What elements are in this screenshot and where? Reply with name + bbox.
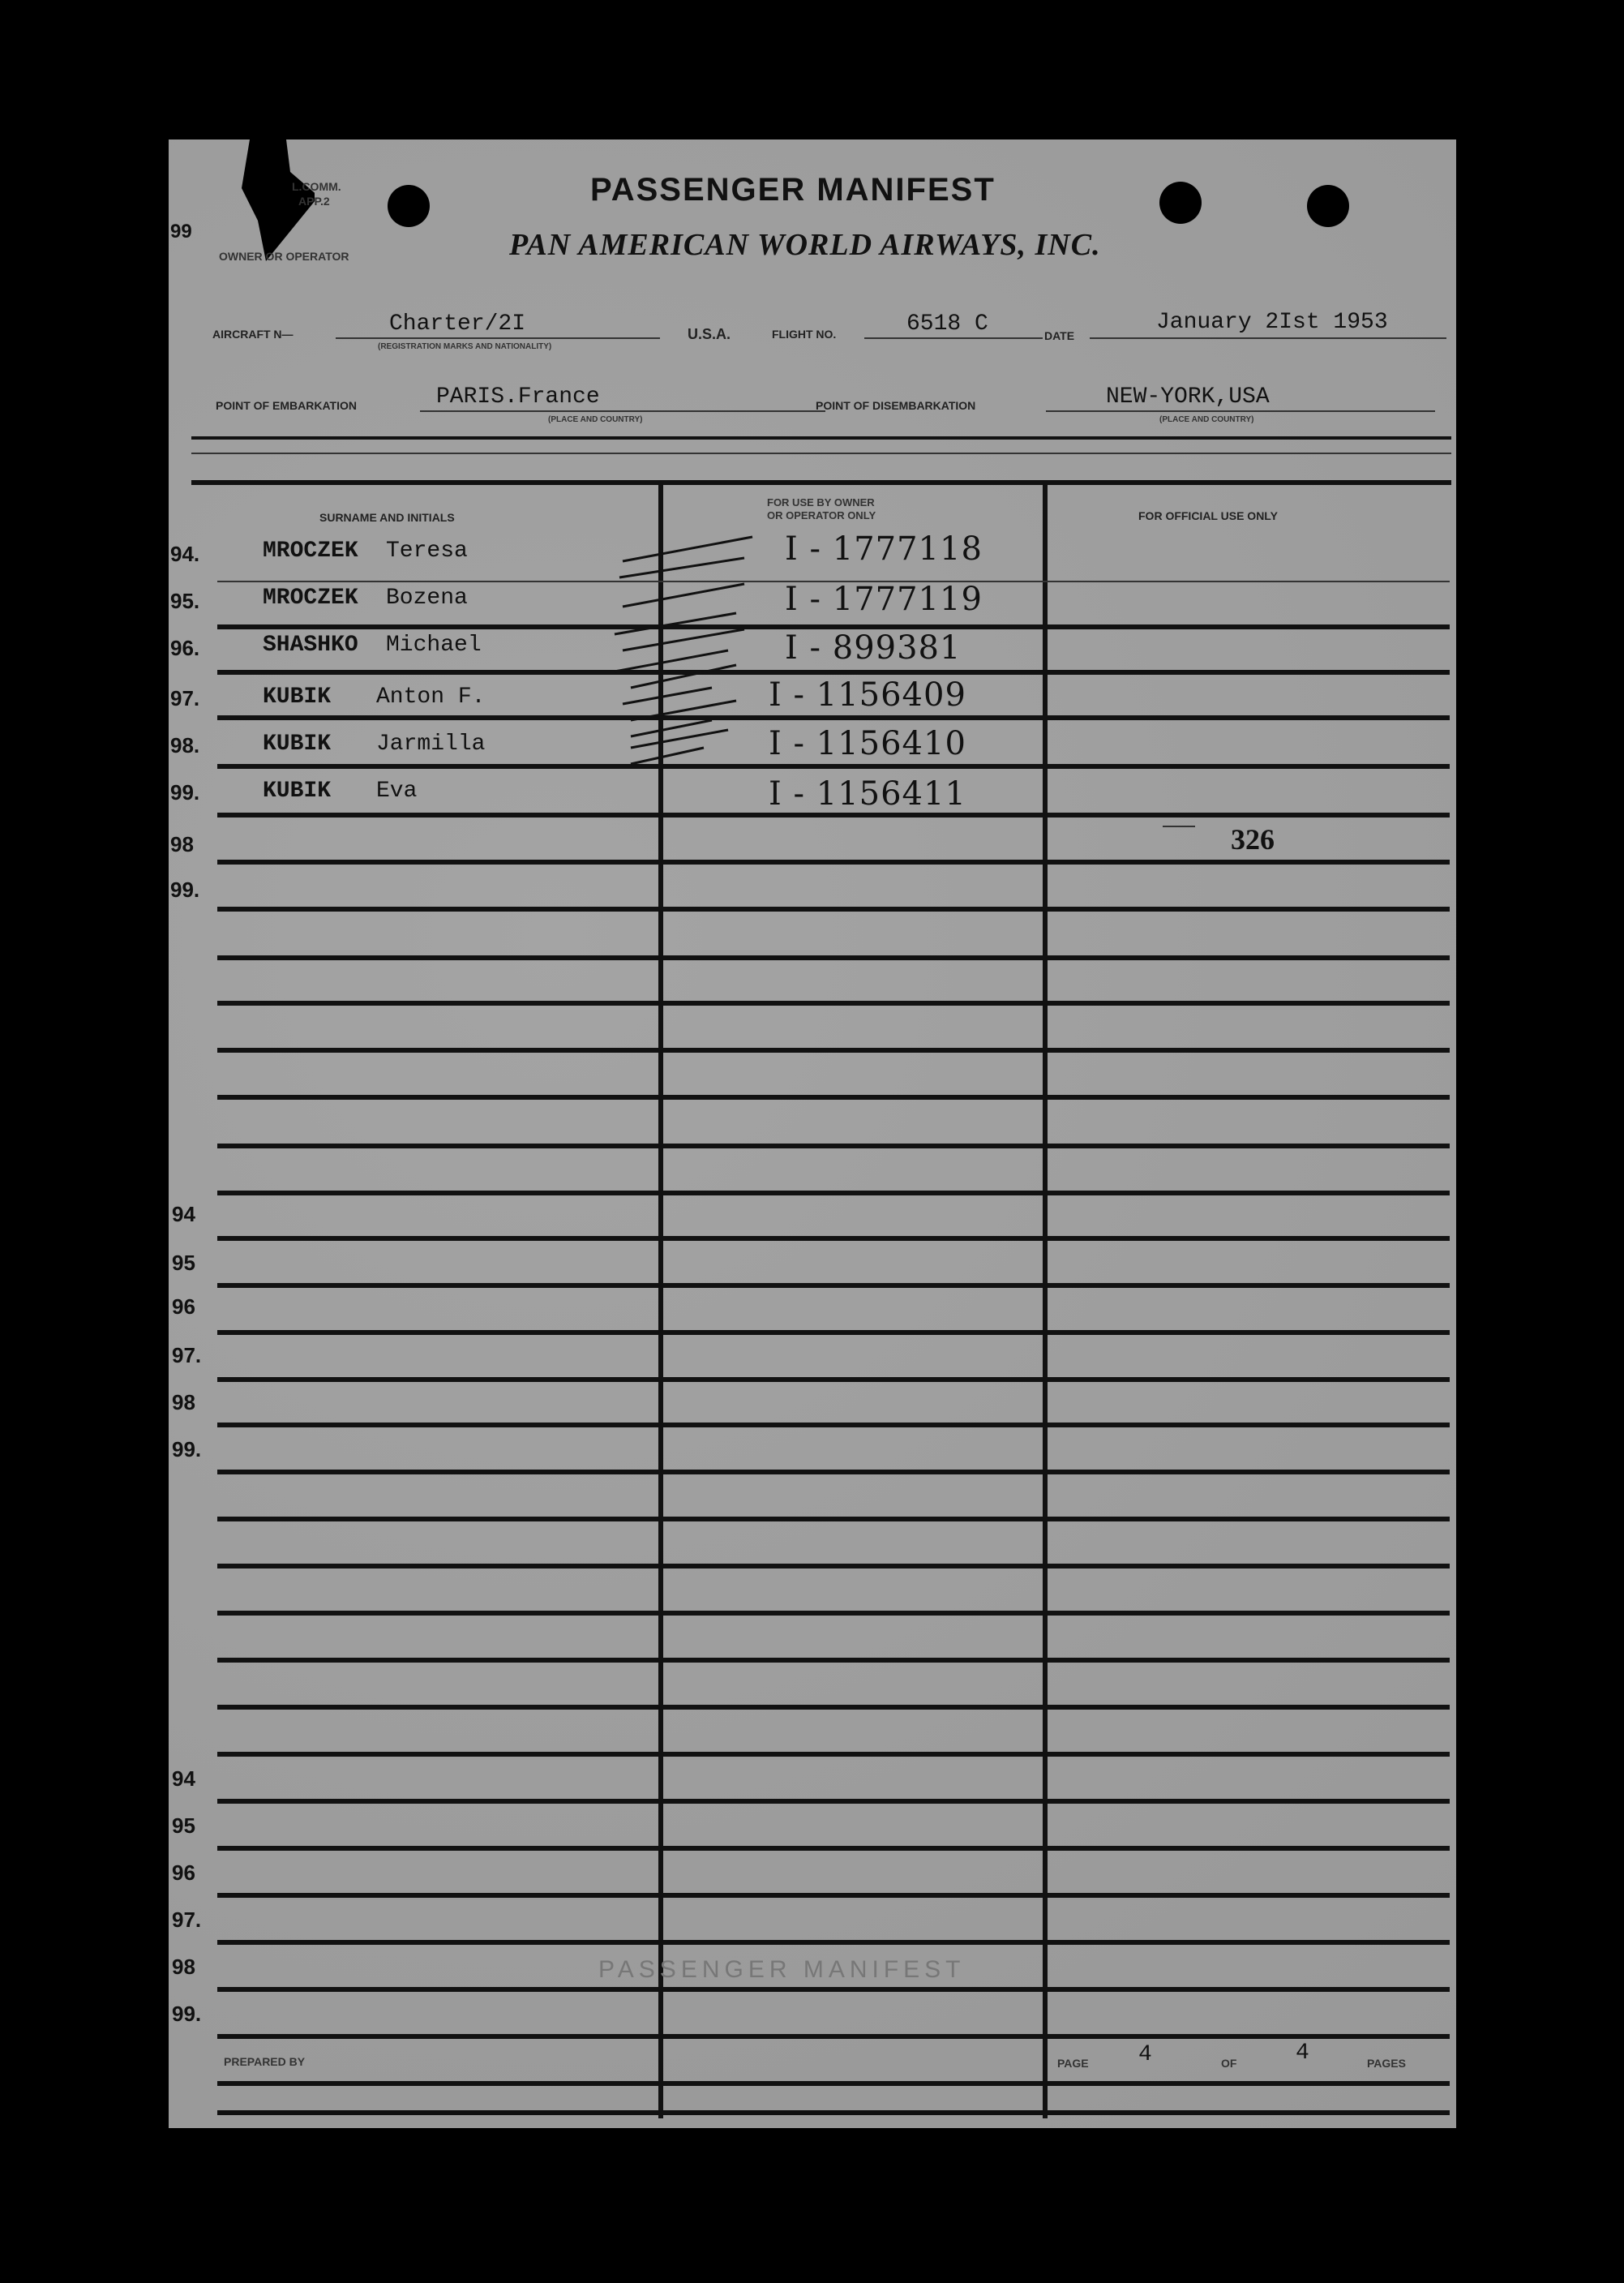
passenger-surname: MROCZEK	[263, 586, 358, 611]
passenger-ref: I - 1777119	[785, 581, 983, 618]
row-rule	[217, 1846, 1450, 1851]
header-rule-3	[191, 480, 1451, 485]
passenger-given-name: Teresa	[386, 539, 468, 564]
row-number: 98.	[170, 733, 200, 757]
disembark-value: NEW-YORK,USA	[1106, 384, 1270, 410]
col-owner-heading-line1: FOR USE BY OWNER	[767, 496, 875, 509]
row-rule	[217, 1095, 1450, 1100]
row-number: 99.	[172, 1437, 202, 1461]
row-number: 96	[172, 1294, 195, 1319]
passenger-surname: SHASHKO	[263, 633, 358, 658]
date-label: DATE	[1044, 329, 1075, 342]
row-rule	[217, 1893, 1450, 1898]
passenger-row	[169, 530, 1456, 584]
embark-label: POINT OF EMBARKATION	[216, 399, 357, 412]
pages-label: PAGES	[1367, 2057, 1406, 2070]
corner-code: 99	[170, 221, 192, 242]
passenger-row	[169, 676, 1456, 725]
page-label: PAGE	[1057, 2057, 1089, 2070]
row-number: 98	[172, 1390, 195, 1414]
passenger-ref: I - 899381	[785, 629, 962, 667]
header-rule-1	[191, 436, 1451, 440]
row-rule	[217, 860, 1450, 865]
date-underline	[1090, 337, 1446, 339]
row-rule	[217, 1611, 1450, 1616]
of-label: OF	[1221, 2057, 1237, 2070]
row-rule	[217, 1001, 1450, 1006]
row-rule	[217, 1940, 1450, 1945]
corner-code-top: L.COMM.	[292, 180, 341, 193]
passenger-ref: I - 1156411	[769, 775, 966, 813]
row-rule	[217, 955, 1450, 960]
header-rule-2	[191, 453, 1451, 454]
row-rule	[217, 1144, 1450, 1148]
aircraft-underline	[336, 337, 660, 339]
row-number: 99.	[172, 2002, 202, 2026]
row-number: 97.	[170, 686, 200, 710]
embark-underline	[420, 410, 825, 412]
owner-label: OWNER OR OPERATOR	[219, 250, 349, 263]
corner-code-app: APP.2	[298, 195, 330, 208]
row-number: 99.	[170, 878, 200, 902]
punch-hole-center	[1159, 182, 1202, 224]
passenger-row	[169, 629, 1456, 678]
aircraft-sub: (REGISTRATION MARKS AND NATIONALITY)	[378, 342, 552, 351]
row-rule	[217, 1705, 1450, 1710]
embark-value: PARIS.France	[436, 384, 600, 410]
passenger-surname: MROCZEK	[263, 539, 358, 564]
row-number: 98	[170, 832, 194, 856]
flight-label: FLIGHT NO.	[772, 328, 837, 341]
official-number-tick	[1163, 826, 1195, 827]
row-number: 94	[172, 1766, 195, 1791]
row-number: 95.	[170, 589, 200, 613]
row-rule	[217, 1517, 1450, 1521]
usa-label: U.S.A.	[688, 326, 731, 342]
row-rule	[217, 1799, 1450, 1804]
row-rule	[217, 1330, 1450, 1335]
col-surname-heading: SURNAME AND INITIALS	[319, 511, 455, 524]
row-number: 98	[172, 1955, 195, 1979]
passenger-given-name: Eva	[376, 779, 418, 804]
manifest-page	[169, 139, 1456, 2128]
passenger-ref: I - 1156410	[769, 725, 966, 762]
row-number: 97.	[172, 1908, 202, 1932]
disembark-label: POINT OF DISEMBARKATION	[816, 399, 976, 412]
airline-name: PAN AMERICAN WORLD AIRWAYS, INC.	[509, 228, 1101, 262]
flight-value: 6518 C	[906, 311, 988, 337]
row-rule	[217, 1564, 1450, 1568]
disembark-underline	[1046, 410, 1435, 412]
row-rule	[217, 1191, 1450, 1195]
date-value: January 2Ist 1953	[1156, 310, 1388, 335]
aircraft-value: Charter/2I	[389, 311, 526, 337]
passenger-given-name: Michael	[386, 633, 482, 658]
disembark-sub: (PLACE AND COUNTRY)	[1159, 415, 1254, 424]
row-rule	[217, 1752, 1450, 1757]
page-title: PASSENGER MANIFEST	[590, 172, 996, 208]
bleed-through-title: PASSENGER MANIFEST	[598, 1956, 966, 1983]
row-number: 95	[172, 1251, 195, 1275]
punch-hole-right	[1307, 185, 1349, 227]
col-official-heading: FOR OFFICIAL USE ONLY	[1138, 509, 1278, 522]
row-rule	[217, 1048, 1450, 1053]
row-number: 96	[172, 1860, 195, 1885]
embark-sub: (PLACE AND COUNTRY)	[548, 415, 643, 424]
passenger-ref: I - 1777118	[785, 530, 983, 568]
row-rule	[217, 1470, 1450, 1474]
passenger-given-name: Anton F.	[376, 684, 486, 710]
row-number: 94	[172, 1202, 195, 1226]
row-rule	[217, 1377, 1450, 1382]
row-rule	[217, 1283, 1450, 1288]
pen-strokes	[606, 529, 769, 934]
official-number: 326	[1231, 823, 1275, 856]
row-number: 96.	[170, 636, 200, 660]
row-number: 95	[172, 1813, 195, 1838]
prepared-by-label: PREPARED BY	[224, 2055, 306, 2068]
flight-underline	[864, 337, 1043, 339]
row-rule	[217, 1236, 1450, 1241]
row-rule	[217, 2034, 1450, 2039]
row-rule	[217, 2110, 1450, 2115]
passenger-row	[169, 581, 1456, 631]
col-owner-heading-line2: OR OPERATOR ONLY	[767, 509, 876, 521]
row-rule	[217, 2081, 1450, 2086]
passenger-ref: I - 1156409	[769, 676, 966, 714]
page-total: 4	[1296, 2041, 1309, 2066]
row-number: 97.	[172, 1343, 202, 1367]
passenger-row	[169, 727, 1456, 772]
row-rule	[217, 1423, 1450, 1427]
passenger-given-name: Jarmilla	[376, 732, 486, 757]
page-number: 4	[1138, 2042, 1152, 2067]
passenger-given-name: Bozena	[386, 586, 468, 611]
row-rule	[217, 1658, 1450, 1663]
aircraft-label: AIRCRAFT N—	[212, 328, 294, 341]
row-number: 94.	[170, 542, 200, 566]
passenger-row	[169, 774, 1456, 819]
passenger-surname: KUBIK	[263, 684, 332, 710]
punch-hole-left	[388, 185, 430, 227]
row-rule	[217, 907, 1450, 912]
row-rule	[217, 1987, 1450, 1992]
passenger-surname: KUBIK	[263, 732, 332, 757]
row-number: 99.	[170, 780, 200, 805]
passenger-surname: KUBIK	[263, 779, 332, 804]
